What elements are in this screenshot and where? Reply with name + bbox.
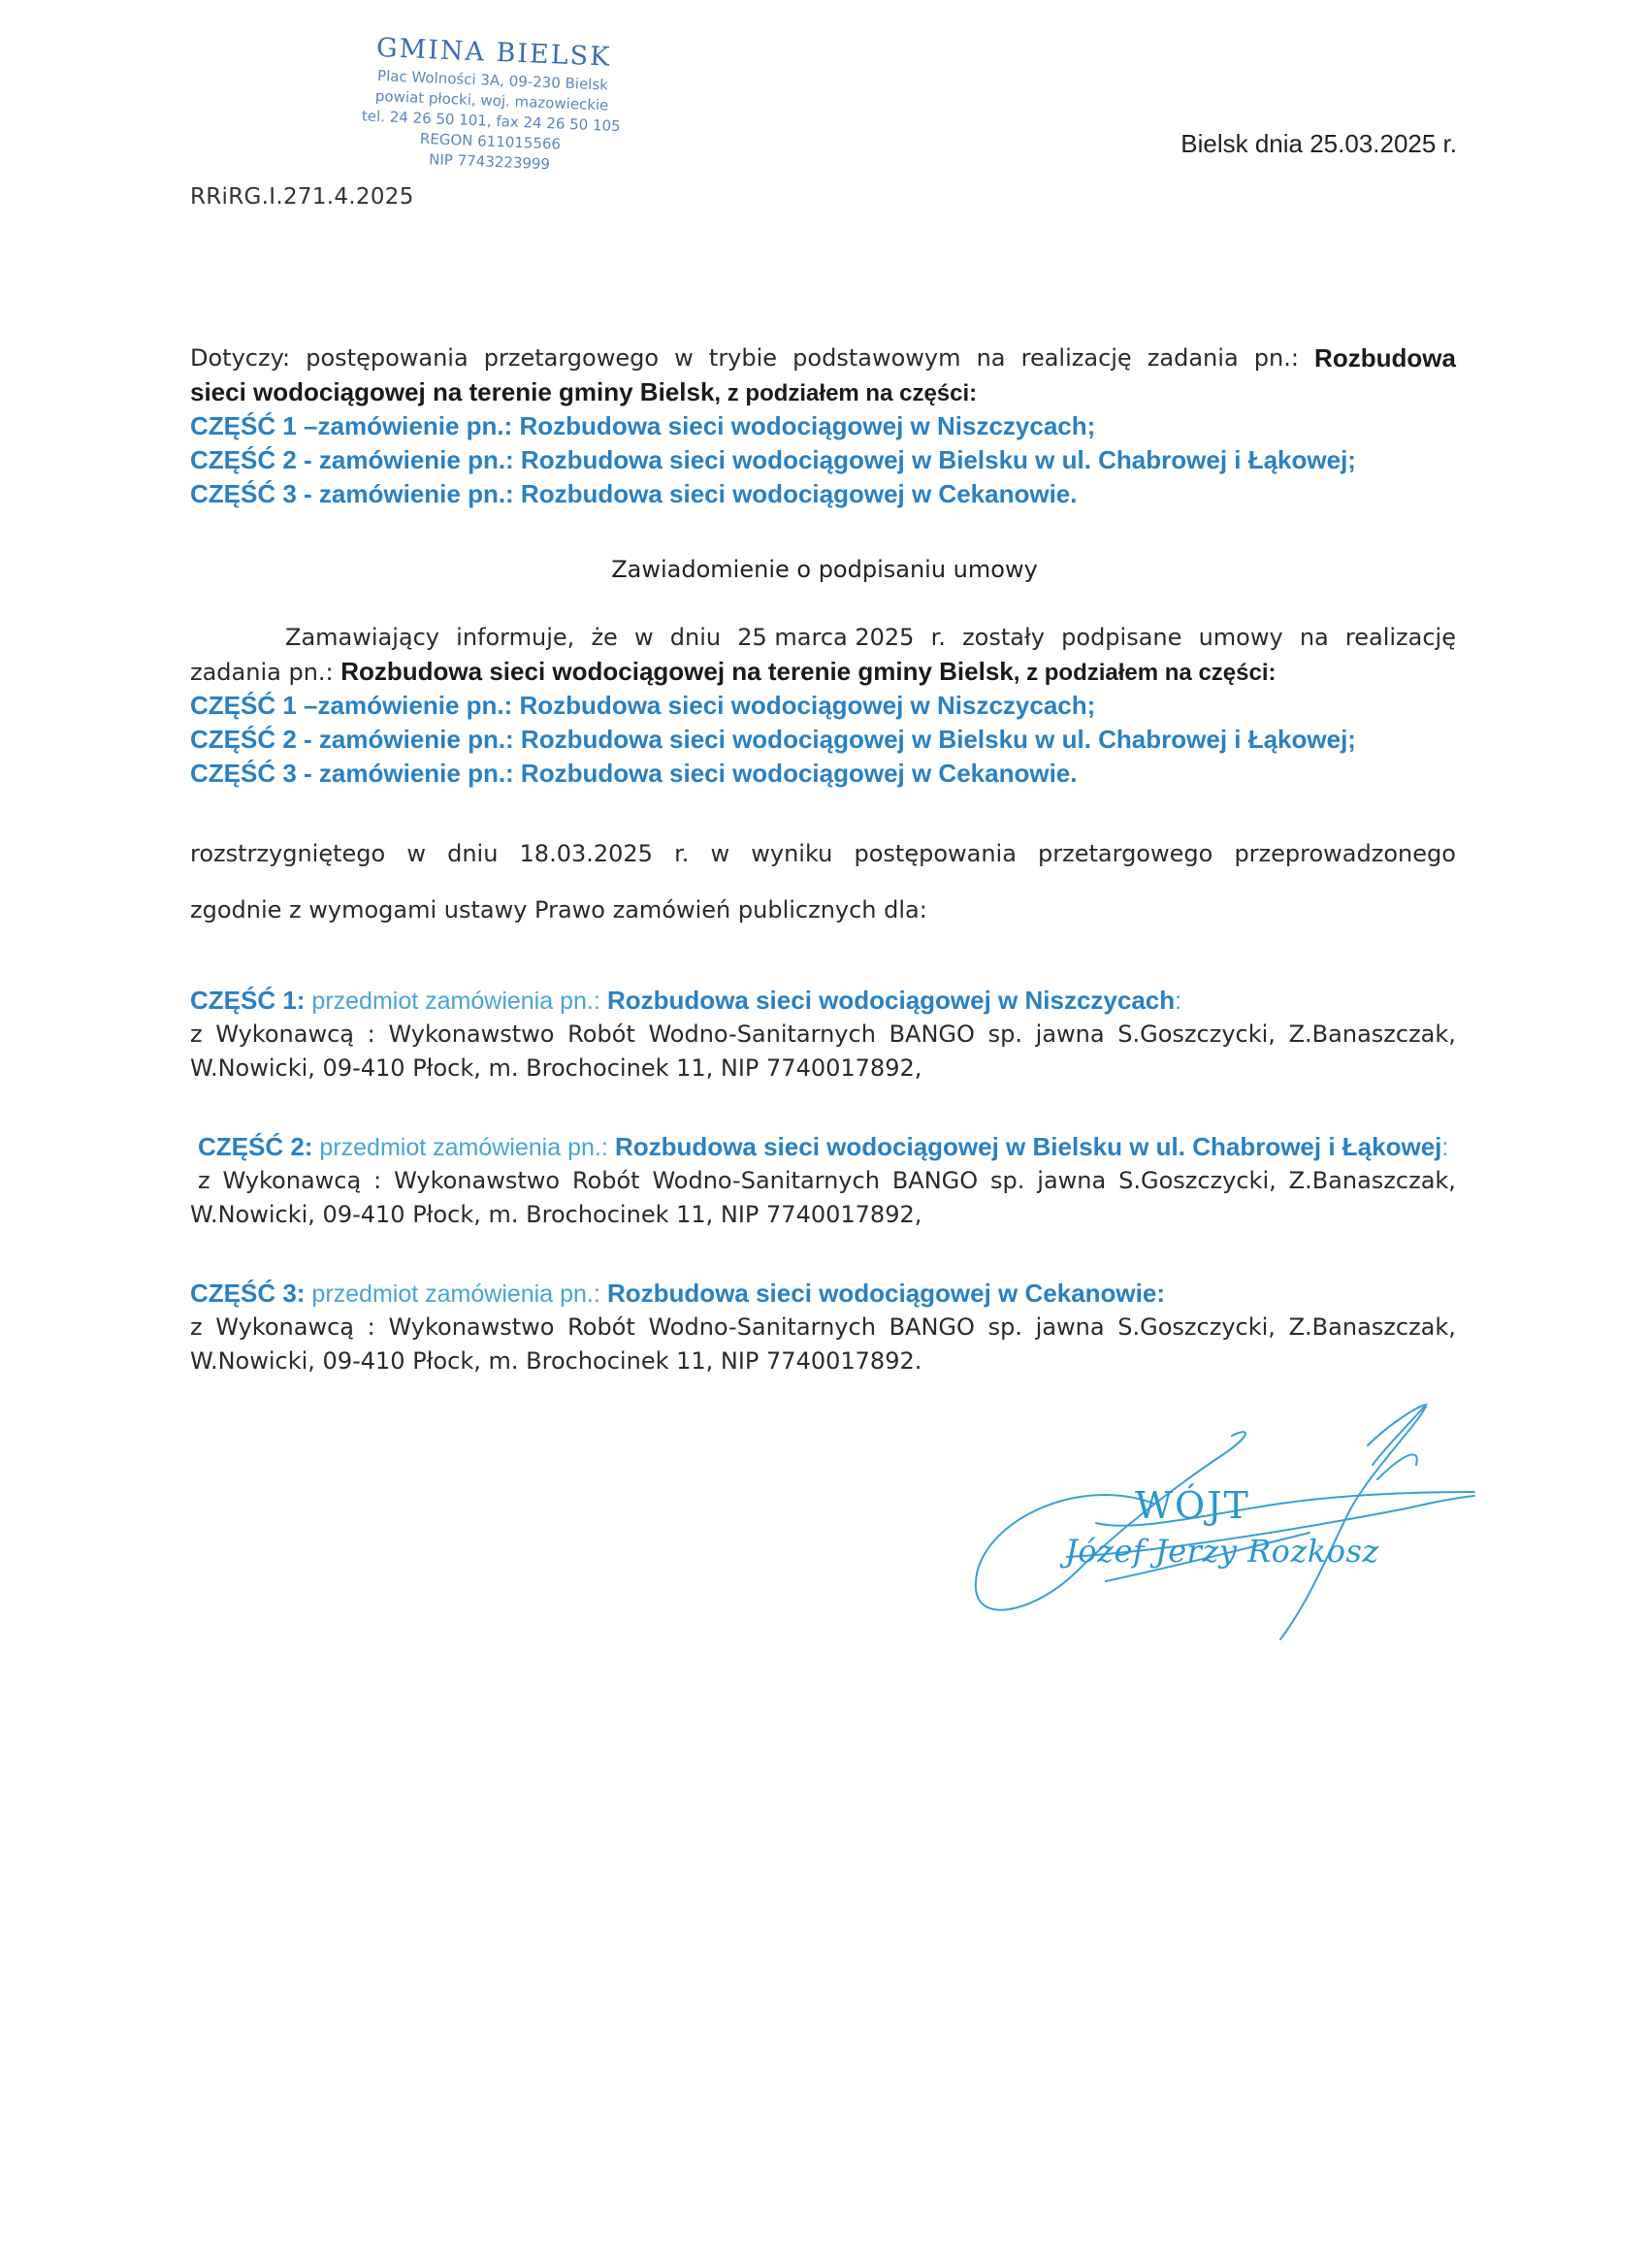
subject-part-2: CZĘŚĆ 2 - zamówienie pn.: Rozbudowa sieci wodociągowej w Bielsku w ul. Chabrowej i Łąkowej; <box>190 445 1356 474</box>
notice-line-2 <box>190 655 1456 689</box>
office-stamp <box>324 29 659 179</box>
word: Zamawiający <box>285 624 440 651</box>
award-contractor <box>190 1311 1456 1345</box>
word: Dotyczy: <box>190 344 291 372</box>
word: S.Goszczycki, <box>1117 1313 1276 1341</box>
word: na <box>1299 624 1329 651</box>
word: Wykonawcą <box>215 1021 354 1048</box>
word: podstawowym <box>792 344 961 372</box>
word: BANGO <box>889 1313 975 1341</box>
award-title: Rozbudowa sieci wodociągowej w Cekanowie <box>599 1279 1157 1308</box>
award-prefix: przedmiot zamówienia pn.: <box>312 1134 608 1161</box>
word: w <box>710 840 730 867</box>
word: Wodno-Sanitarnych <box>648 1021 876 1048</box>
stamp-regon: REGON 611015566 <box>419 129 562 153</box>
stamp-district: powiat płocki, woj. mazowieckie <box>374 86 609 114</box>
subject-part-1: CZĘŚĆ 1 –zamówienie pn.: Rozbudowa sieci wodociągowej w Niszczycach; <box>190 411 1096 440</box>
stamp-address: Plac Wolności 3A, 09-230 Bielsk <box>376 67 609 94</box>
word: informuje, <box>456 624 575 651</box>
word: umowy <box>1198 624 1283 651</box>
word: rozstrzygniętego <box>190 840 386 867</box>
award-subject <box>190 1130 1456 1164</box>
word: wyniku <box>751 840 833 867</box>
word: BANGO <box>891 1167 979 1194</box>
word: Wykonawcą <box>222 1167 362 1194</box>
word: przetargowego <box>483 344 660 372</box>
word: sp. <box>987 1021 1022 1048</box>
notice-line-1 <box>190 621 1456 655</box>
word: w <box>406 840 426 867</box>
stamp-nip: NIP 7743223999 <box>428 150 551 174</box>
notice-part-1: CZĘŚĆ 1 –zamówienie pn.: Rozbudowa sieci wodociągowej w Niszczycach; <box>190 691 1096 720</box>
signature-name: Józef Jerzy Rozkosz <box>1065 1533 1379 1570</box>
reference-number: RRiRG.I.271.4.2025 <box>190 184 414 210</box>
resolution-line-1 <box>190 837 1456 871</box>
notice-block <box>190 621 1456 791</box>
notice-tail: , z podziałem na części: <box>1013 660 1277 686</box>
word: r. <box>674 840 690 867</box>
word: Robót <box>567 1313 635 1341</box>
signature-block <box>960 1387 1504 1659</box>
word: : <box>367 1313 375 1341</box>
word: w <box>633 624 654 651</box>
word: przetargowego <box>1038 840 1213 867</box>
stamp-phone: tel. 24 26 50 101, fax 24 26 50 105 <box>361 107 622 136</box>
notice-prefix: zadania pn.: <box>190 659 341 686</box>
subject-line-2 <box>190 375 1456 409</box>
subject-part-3: CZĘŚĆ 3 - zamówienie pn.: Rozbudowa sieci wodociągowej w Cekanowie. <box>190 479 1078 508</box>
award-prefix: przedmiot zamówienia pn.: <box>305 988 600 1015</box>
word: realizację <box>1344 624 1456 651</box>
notice-task-title: Rozbudowa sieci wodociągowej na terenie gminy Bielsk <box>340 657 1014 686</box>
word: Robót <box>571 1167 640 1194</box>
word: Robót <box>567 1021 635 1048</box>
word: postępowania <box>306 344 469 372</box>
award-address: W.Nowicki, 09-410 Płock, m. Brochocinek 11, NIP 7740017892, <box>190 1054 922 1082</box>
word: zadania <box>1147 344 1239 372</box>
award-subject <box>190 1277 1456 1311</box>
word: Wodno-Sanitarnych <box>648 1313 876 1341</box>
word: dniu <box>447 840 499 867</box>
resolution-date: 18.03.2025 <box>519 840 653 867</box>
award-label: CZĘŚĆ 3: <box>190 1279 306 1308</box>
stamp-title: GMINA BIELSK <box>375 32 612 73</box>
award-subject <box>190 984 1456 1018</box>
word: S.Goszczycki, <box>1118 1167 1277 1194</box>
word: : <box>367 1021 375 1048</box>
word: jawna <box>1035 1021 1105 1048</box>
award-end: : <box>1441 1134 1449 1161</box>
word: pn.: <box>1253 344 1299 372</box>
word: jawna <box>1037 1167 1107 1194</box>
subject-block <box>190 341 1456 511</box>
word: trybie <box>708 344 778 372</box>
award-contractor <box>190 1164 1456 1198</box>
award-address: W.Nowicki, 09-410 Płock, m. Brochocinek 11, NIP 7740017892, <box>190 1201 922 1228</box>
notice-heading: Zawiadomienie o podpisaniu umowy <box>611 556 1038 583</box>
word: Wykonawcą <box>215 1313 354 1341</box>
award-contractor <box>190 1018 1456 1052</box>
word: r. <box>930 624 946 651</box>
subject-line-1 <box>190 341 1456 375</box>
word: sp. <box>990 1167 1025 1194</box>
award-label: CZĘŚĆ 2: <box>198 1132 313 1161</box>
word: Z.Banaszczak, <box>1288 1313 1456 1341</box>
award-prefix: przedmiot zamówienia pn.: <box>305 1280 600 1308</box>
word: z <box>198 1167 210 1194</box>
word: : <box>373 1167 382 1194</box>
word: Wodno-Sanitarnych <box>652 1167 880 1194</box>
word: jawna <box>1035 1313 1105 1341</box>
award-label: CZĘŚĆ 1: <box>190 986 306 1015</box>
word: Wykonawstwo <box>388 1021 555 1048</box>
word: zostały <box>962 624 1045 651</box>
word: Wykonawstwo <box>394 1167 561 1194</box>
award-part-2 <box>190 1130 1456 1232</box>
notice-part-3: CZĘŚĆ 3 - zamówienie pn.: Rozbudowa sieci wodociągowej w Cekanowie. <box>190 759 1078 788</box>
resolution-line-2: zgodnie z wymogami ustawy Prawo zamówień publicznych dla: <box>190 896 927 923</box>
resolution-block <box>190 837 1456 927</box>
award-title: Rozbudowa sieci wodociągowej w Bielsku w ul. Chabrowej i Łąkowej <box>607 1132 1442 1161</box>
subject-title-end: sieci wodociągowej na terenie gminy Bielsk <box>190 377 715 406</box>
word: Wykonawstwo <box>388 1313 555 1341</box>
award-end: : <box>1175 988 1182 1015</box>
word: dniu <box>669 624 722 651</box>
subject-title-start: Rozbudowa <box>1314 343 1456 373</box>
word: Z.Banaszczak, <box>1288 1021 1456 1048</box>
award-title: Rozbudowa sieci wodociągowej w Niszczycach <box>599 986 1176 1015</box>
word: BANGO <box>889 1021 975 1048</box>
word: realizację <box>1020 344 1132 372</box>
word: że <box>591 624 618 651</box>
subject-tail: , z podziałem na części: <box>714 380 978 406</box>
word: podpisane <box>1061 624 1182 651</box>
award-part-1 <box>190 984 1456 1085</box>
award-address: W.Nowicki, 09-410 Płock, m. Brochocinek 11, NIP 7740017892. <box>190 1347 922 1375</box>
word: sp. <box>987 1313 1022 1341</box>
award-part-3 <box>190 1277 1456 1378</box>
word: Z.Banaszczak, <box>1288 1167 1456 1194</box>
word: z <box>190 1021 203 1048</box>
award-end: : <box>1156 1279 1166 1308</box>
word: postępowania <box>854 840 1017 867</box>
document-date: Bielsk dnia 25.03.2025 r. <box>1180 129 1457 158</box>
word: na <box>976 344 1006 372</box>
word: S.Goszczycki, <box>1117 1021 1276 1048</box>
word: przeprowadzonego <box>1234 840 1456 867</box>
notice-part-2: CZĘŚĆ 2 - zamówienie pn.: Rozbudowa sieci wodociągowej w Bielsku w ul. Chabrowej i Łąkowej; <box>190 725 1356 754</box>
signature-title: WÓJT <box>1135 1484 1250 1527</box>
word: w <box>674 344 694 372</box>
signing-date: 25 marca 2025 <box>737 624 915 651</box>
word: z <box>190 1313 203 1341</box>
